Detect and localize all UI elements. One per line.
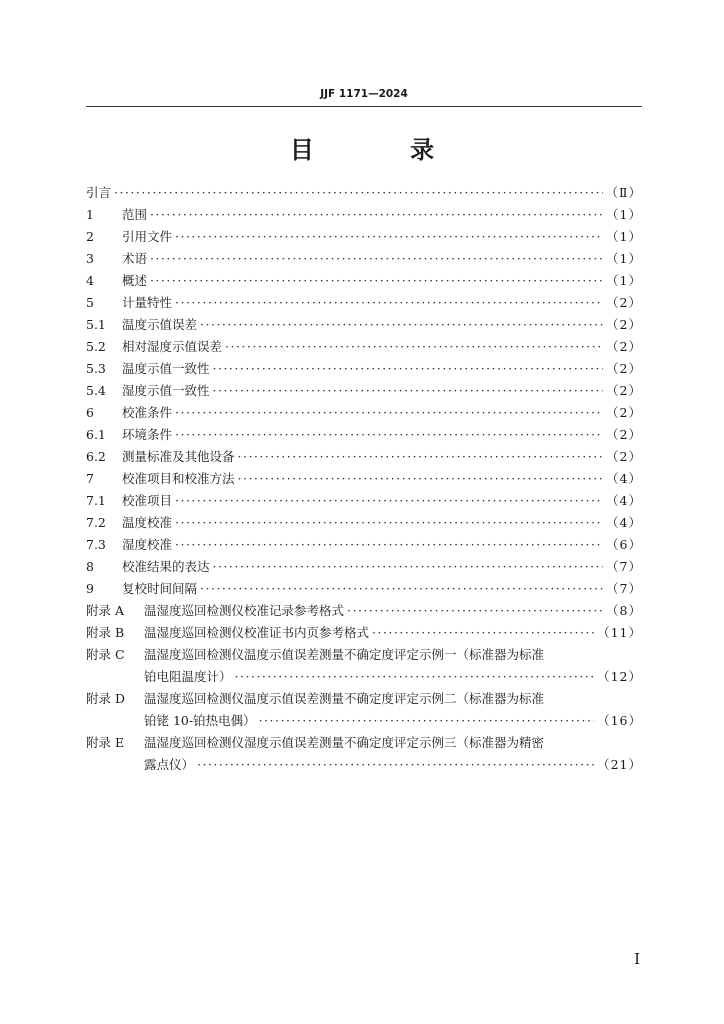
toc-entry-title: 湿度校准: [122, 537, 173, 552]
appendix-page: （21）: [597, 757, 642, 772]
toc-entry-page: （2）: [606, 295, 642, 310]
toc-entry[interactable]: [86, 336, 642, 358]
toc-entry[interactable]: [86, 248, 642, 270]
toc-entry-number: 5: [86, 295, 94, 310]
appendix-page: （11）: [597, 625, 642, 640]
toc-appendix-entry-continued[interactable]: [86, 710, 642, 732]
toc-appendix-entry[interactable]: [86, 600, 642, 622]
toc-entry-page: （2）: [606, 427, 642, 442]
dot-leader: [347, 600, 603, 622]
table-of-contents: [86, 182, 642, 776]
toc-entry[interactable]: [86, 226, 642, 248]
toc-appendix-entry[interactable]: [86, 644, 642, 666]
toc-entry-number: 3: [86, 251, 94, 266]
toc-entry-number: 1: [86, 207, 94, 222]
toc-entry-title: 校准结果的表达: [122, 559, 210, 574]
toc-entry-number: 7.1: [86, 493, 106, 508]
toc-entry-title: 范围: [122, 207, 148, 222]
toc-entry[interactable]: [86, 424, 642, 446]
toc-entry-number: 7: [86, 471, 94, 486]
toc-entry-title: 温度示值误差: [122, 317, 198, 332]
toc-entry[interactable]: [86, 534, 642, 556]
toc-entry-number: 5.3: [86, 361, 106, 376]
dot-leader: [175, 534, 603, 556]
toc-entry-title: 湿度示值一致性: [122, 383, 210, 398]
toc-appendix-entry[interactable]: [86, 688, 642, 710]
toc-entry-page: （1）: [606, 273, 642, 288]
toc-entry[interactable]: [86, 490, 642, 512]
toc-appendix-entries: [86, 600, 642, 776]
dot-leader: [200, 578, 603, 600]
toc-entry-page: （2）: [606, 339, 642, 354]
toc-entry-number: 5.2: [86, 339, 106, 354]
toc-entry-number: 6: [86, 405, 94, 420]
toc-entry-title: 计量特性: [122, 295, 173, 310]
page-title: 目 录: [289, 136, 479, 164]
appendix-label: 附录 D: [86, 691, 125, 706]
appendix-title: 温湿度巡回检测仪湿度示值误差测量不确定度评定示例三（标准器为精密: [144, 735, 545, 750]
dot-leader: [175, 402, 603, 424]
toc-entry-page: （Ⅱ）: [605, 185, 642, 200]
dot-leader: [225, 336, 603, 358]
toc-entry-page: （7）: [606, 581, 642, 596]
appendix-page: （12）: [597, 669, 642, 684]
dot-leader: [213, 358, 604, 380]
appendix-title: 温湿度巡回检测仪温度示值误差测量不确定度评定示例一（标准器为标准: [144, 647, 545, 662]
dot-leader: [150, 270, 603, 292]
toc-entry-page: （1）: [606, 251, 642, 266]
dot-leader: [213, 556, 604, 578]
dot-leader: [175, 292, 603, 314]
dot-leader: [175, 490, 603, 512]
dot-leader: [175, 512, 603, 534]
toc-entry-number: 7.3: [86, 537, 106, 552]
dot-leader: [259, 710, 594, 732]
toc-entry-title: 概述: [122, 273, 148, 288]
appendix-title: 温湿度巡回检测仪温度示值误差测量不确定度评定示例二（标准器为标准: [144, 691, 545, 706]
running-header: [86, 84, 642, 107]
appendix-page: （8）: [606, 603, 642, 618]
toc-entry-number: 引言: [86, 185, 112, 200]
dot-leader: [372, 622, 594, 644]
toc-entry[interactable]: [86, 556, 642, 578]
appendix-title-continued: 铂电阻温度计）: [144, 669, 232, 684]
toc-entry-page: （2）: [606, 361, 642, 376]
toc-entry-title: 引用文件: [122, 229, 173, 244]
page-number: I: [634, 950, 640, 968]
toc-entry-title: 测量标准及其他设备: [122, 449, 235, 464]
dot-leader: [150, 248, 603, 270]
toc-entry-page: （2）: [606, 449, 642, 464]
toc-entry-page: （2）: [606, 317, 642, 332]
dot-leader: [175, 424, 603, 446]
toc-entry[interactable]: [86, 512, 642, 534]
toc-entry[interactable]: [86, 182, 642, 204]
toc-entry-number: 4: [86, 273, 94, 288]
toc-entry[interactable]: [86, 358, 642, 380]
toc-entry-number: 9: [86, 581, 94, 596]
appendix-label: 附录 E: [86, 735, 125, 750]
appendix-title: 温湿度巡回检测仪校准证书内页参考格式: [144, 625, 370, 640]
toc-entry-title: 校准条件: [122, 405, 173, 420]
toc-entry-page: （1）: [606, 229, 642, 244]
toc-entry[interactable]: [86, 380, 642, 402]
toc-entry-title: 校准项目: [122, 493, 173, 508]
appendix-page: （16）: [597, 713, 642, 728]
toc-entry-number: 6.1: [86, 427, 106, 442]
toc-entry[interactable]: [86, 270, 642, 292]
dot-leader: [150, 204, 603, 226]
toc-entry-page: （2）: [606, 405, 642, 420]
toc-appendix-entry[interactable]: [86, 622, 642, 644]
dot-leader: [238, 468, 604, 490]
toc-entry-page: （4）: [606, 515, 642, 530]
toc-entry-number: 5.4: [86, 383, 106, 398]
toc-entry-page: （6）: [606, 537, 642, 552]
dot-leader: [238, 446, 604, 468]
toc-entry-page: （4）: [606, 493, 642, 508]
toc-entry-title: 温度示值一致性: [122, 361, 210, 376]
toc-entry[interactable]: [86, 204, 642, 226]
toc-entry-title: 环境条件: [122, 427, 173, 442]
toc-entry-number: 2: [86, 229, 94, 244]
toc-appendix-entry[interactable]: [86, 732, 642, 754]
toc-entry[interactable]: [86, 578, 642, 600]
toc-appendix-entry-continued[interactable]: [86, 666, 642, 688]
appendix-label: 附录 B: [86, 625, 125, 640]
toc-entry-number: 6.2: [86, 449, 106, 464]
dot-leader: [197, 754, 594, 776]
appendix-title-continued: 铂铑 10-铂热电偶）: [144, 713, 256, 728]
toc-entry[interactable]: [86, 314, 642, 336]
appendix-title: 温湿度巡回检测仪校准记录参考格式: [144, 603, 345, 618]
appendix-title-continued: 露点仪）: [144, 757, 195, 772]
toc-entry-number: 7.2: [86, 515, 106, 530]
toc-entry-title: 复校时间间隔: [122, 581, 198, 596]
toc-entry[interactable]: [86, 446, 642, 468]
toc-entry-title: 术语: [122, 251, 148, 266]
toc-entry-page: （1）: [606, 207, 642, 222]
toc-entry[interactable]: [86, 292, 642, 314]
toc-entry-number: 8: [86, 559, 94, 574]
toc-entry-number: 5.1: [86, 317, 106, 332]
toc-entry-title: 相对湿度示值误差: [122, 339, 223, 354]
toc-entry-page: （7）: [606, 559, 642, 574]
toc-entry-title: 校准项目和校准方法: [122, 471, 235, 486]
toc-main-entries: [86, 182, 642, 600]
appendix-label: 附录 A: [86, 603, 125, 618]
dot-leader: [213, 380, 604, 402]
toc-entry-page: （2）: [606, 383, 642, 398]
appendix-label: 附录 C: [86, 647, 125, 662]
toc-entry[interactable]: [86, 468, 642, 490]
dot-leader: [114, 182, 602, 204]
dot-leader: [175, 226, 603, 248]
toc-appendix-entry-continued[interactable]: [86, 754, 642, 776]
dot-leader: [235, 666, 595, 688]
doc-code: JJF 1171—2024: [320, 88, 408, 100]
toc-entry-page: （4）: [606, 471, 642, 486]
toc-entry-title: 温度校准: [122, 515, 173, 530]
toc-entry[interactable]: [86, 402, 642, 424]
dot-leader: [200, 314, 603, 336]
